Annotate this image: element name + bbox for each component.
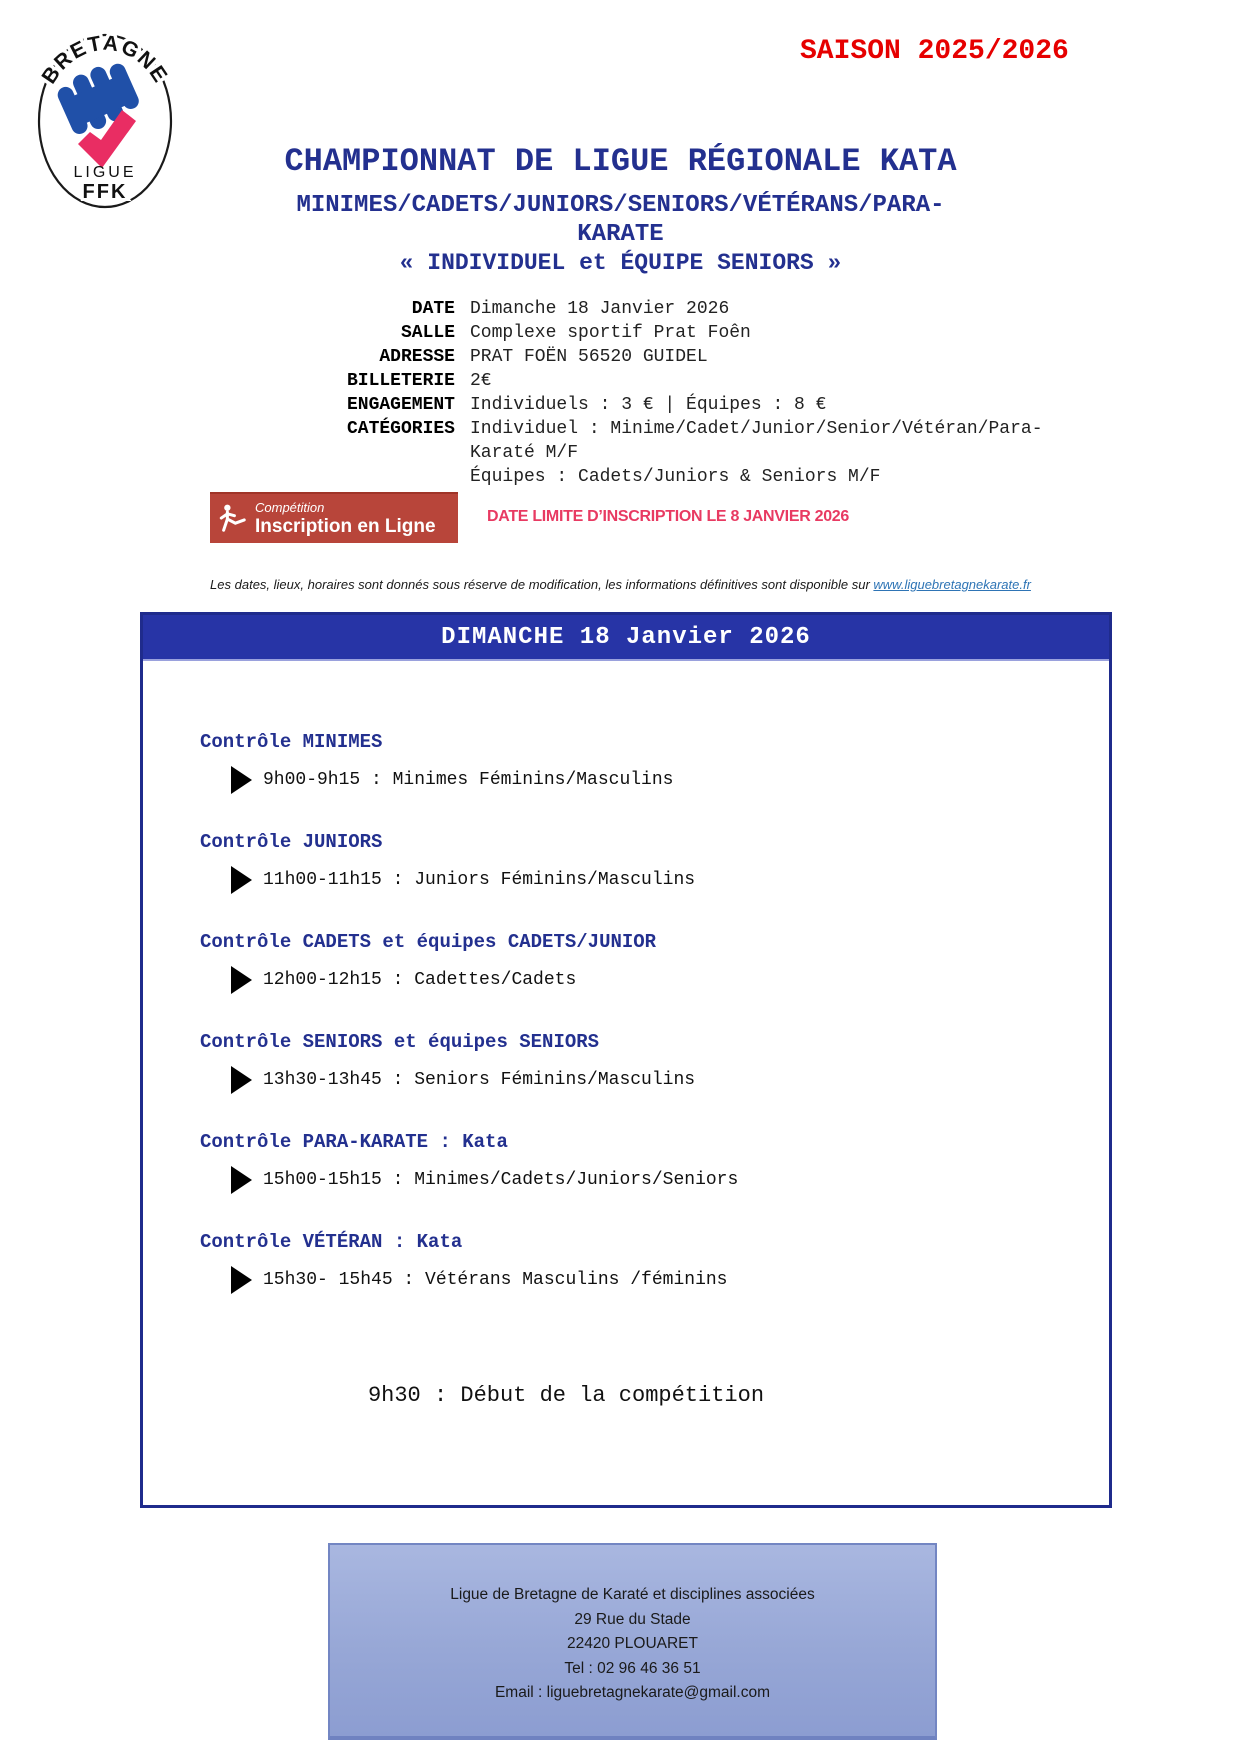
day-header-bar: DIMANCHE 18 Janvier 2026	[143, 615, 1109, 661]
disclaimer-text: Les dates, lieux, horaires sont donnés sous réserve de modification, les informations définitives sont disponible sur	[210, 577, 874, 592]
registration-button-label: Inscription en Ligne	[255, 515, 436, 537]
league-name: Ligue de Bretagne de Karaté et disciplines associées	[450, 1586, 815, 1603]
section-title: Contrôle PARA-KARATE : Kata	[200, 1131, 508, 1153]
section-entry-text: 15h00-15h15 : Minimes/Cadets/Juniors/Seniors	[263, 1170, 739, 1190]
detail-value: Complexe sportif Prat Foên	[470, 323, 751, 343]
section-entry	[231, 766, 1109, 794]
league-email: Email : liguebretagnekarate@gmail.com	[494, 1684, 771, 1701]
subtitle-categories-line2: KARATE	[577, 221, 664, 248]
detail-row-categories	[0, 419, 1241, 443]
detail-label: ADRESSE	[379, 347, 455, 367]
registration-deadline: DATE LIMITE D’INSCRIPTION LE 8 JANVIER 2026	[487, 508, 849, 525]
section-entry-text: 11h00-11h15 : Juniors Féminins/Masculins	[263, 870, 696, 890]
section-entry	[231, 866, 1109, 894]
league-website-link[interactable]: www.liguebretagnekarate.fr	[873, 577, 1031, 592]
triangle-bullet-icon	[231, 1066, 252, 1094]
section-entry-text: 13h30-13h45 : Seniors Féminins/Masculins	[263, 1070, 696, 1090]
ffk-bretagne-logo-icon	[30, 22, 180, 214]
section-entry-text: 15h30- 15h45 : Vétérans Masculins /féminins	[263, 1270, 728, 1290]
detail-row-date	[0, 299, 1241, 323]
detail-value: 2€	[470, 371, 492, 391]
league-contact-box	[328, 1543, 937, 1740]
league-phone: Tel : 02 96 46 36 51	[564, 1659, 701, 1677]
detail-row-salle	[0, 323, 1241, 347]
detail-row-categories-cont	[0, 443, 1241, 467]
section-entry	[231, 1166, 1109, 1194]
detail-row-billeterie	[0, 371, 1241, 395]
section-entry	[231, 1066, 1109, 1094]
detail-row-categories-cont2	[0, 467, 1241, 491]
detail-label: BILLETERIE	[346, 371, 455, 391]
detail-label: SALLE	[400, 323, 455, 343]
schedule-box	[140, 612, 1112, 1508]
detail-row-adresse	[0, 347, 1241, 371]
logo-arc-text: BRETAGNE	[37, 31, 173, 88]
schedule-section-veteran	[200, 1231, 1109, 1331]
season-label: SAISON 2025/2026	[800, 36, 1069, 67]
triangle-bullet-icon	[231, 1166, 252, 1194]
triangle-bullet-icon	[231, 966, 252, 994]
schedule-section-juniors	[200, 831, 1109, 931]
disclaimer	[0, 577, 1241, 592]
section-entry	[231, 1266, 1109, 1294]
detail-label: ENGAGEMENT	[346, 395, 455, 415]
schedule-sections	[143, 661, 1109, 1331]
detail-label: DATE	[411, 299, 455, 319]
ffk-bretagne-logo	[30, 22, 180, 214]
triangle-bullet-icon	[231, 1266, 252, 1294]
logo-ligue-text: LIGUE	[73, 164, 137, 181]
triangle-bullet-icon	[231, 866, 252, 894]
section-title: Contrôle JUNIORS	[200, 831, 383, 853]
detail-value: Équipes : Cadets/Juniors & Seniors M/F	[470, 467, 881, 487]
section-title: Contrôle CADETS et équipes CADETS/JUNIOR	[200, 931, 657, 953]
detail-value: Individuel : Minime/Cadet/Junior/Senior/Vétéran/Para-	[470, 419, 1043, 439]
page-title: CHAMPIONNAT DE LIGUE RÉGIONALE KATA	[284, 143, 957, 180]
karate-kick-icon	[218, 503, 248, 535]
league-city: 22420 PLOUARET	[567, 1635, 698, 1652]
section-title: Contrôle MINIMES	[200, 731, 383, 753]
league-street: 29 Rue du Stade	[574, 1610, 691, 1628]
event-details	[0, 299, 1241, 491]
subtitle-categories-line1: MINIMES/CADETS/JUNIORS/SENIORS/VÉTÉRANS/PARA-	[296, 192, 945, 219]
triangle-bullet-icon	[231, 766, 252, 794]
section-entry-text: 9h00-9h15 : Minimes Féminins/Masculins	[263, 770, 674, 790]
section-entry	[231, 966, 1109, 994]
logo-ffk-text: FFK	[82, 181, 128, 203]
section-title: Contrôle VÉTÉRAN : Kata	[200, 1231, 463, 1253]
registration-button-subtitle: Compétition	[255, 500, 325, 516]
detail-value: PRAT FOËN 56520 GUIDEL	[470, 347, 708, 367]
detail-label: CATÉGORIES	[346, 419, 455, 439]
schedule-section-minimes	[200, 731, 1109, 831]
detail-row-engagement	[0, 395, 1241, 419]
schedule-section-seniors	[200, 1031, 1109, 1131]
section-title: Contrôle SENIORS et équipes SENIORS	[200, 1031, 600, 1053]
subtitle-individuel-equipe: « INDIVIDUEL et ÉQUIPE SENIORS »	[399, 250, 842, 276]
section-entry-text: 12h00-12h15 : Cadettes/Cadets	[263, 970, 577, 990]
schedule-section-para-karate	[200, 1131, 1109, 1231]
detail-value: Individuels : 3 € | Équipes : 8 €	[470, 395, 827, 415]
competition-start-note: 9h30 : Début de la compétition	[367, 1383, 765, 1408]
detail-value: Dimanche 18 Janvier 2026	[470, 299, 730, 319]
online-registration-button[interactable]	[210, 492, 458, 543]
schedule-section-cadets	[200, 931, 1109, 1031]
detail-value: Karaté M/F	[470, 443, 579, 463]
